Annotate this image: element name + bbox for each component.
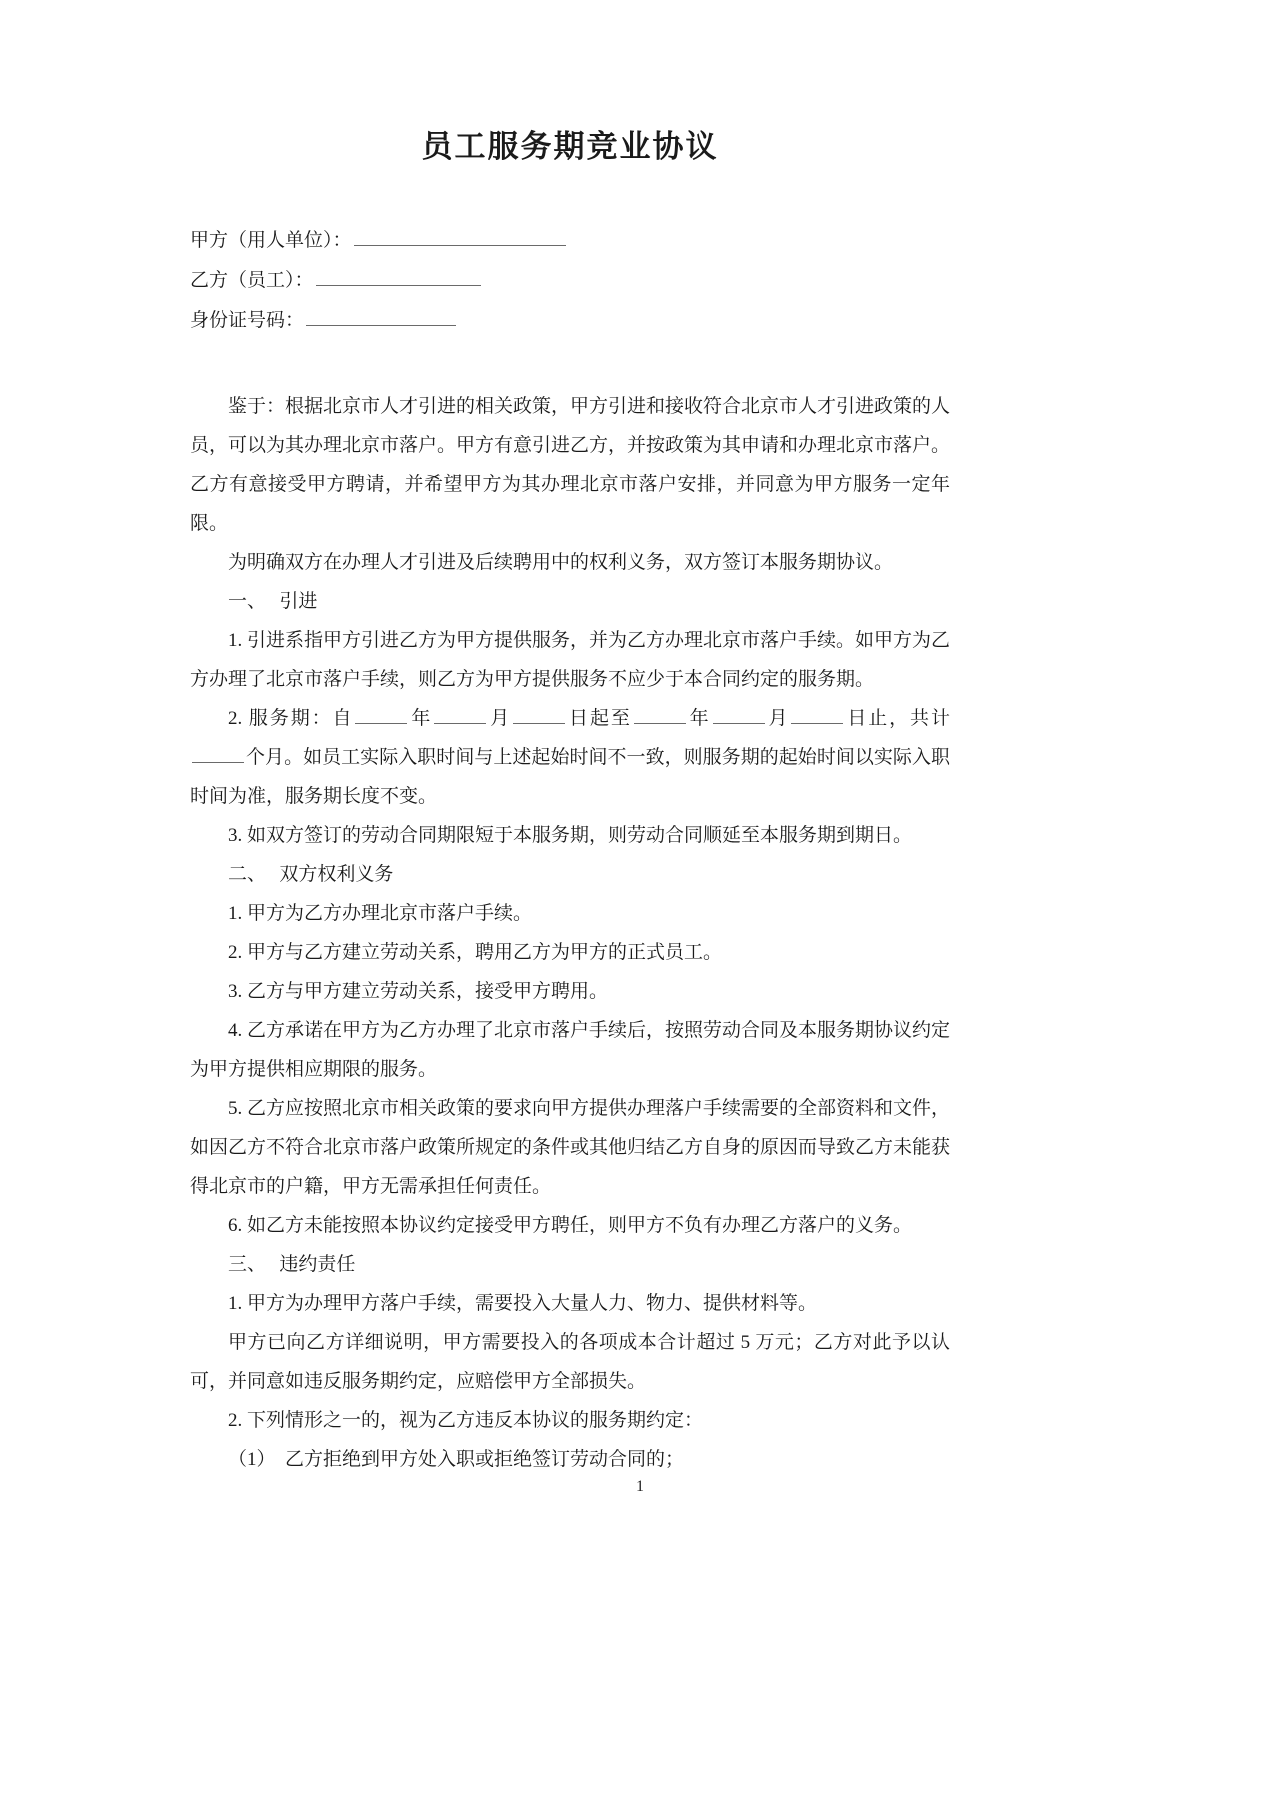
section-number-2: 二、 — [228, 864, 267, 886]
section-2-item-6 — [190, 1206, 950, 1245]
section-2-item-1-text: 甲方为乙方办理北京市落户手续。 — [247, 903, 533, 925]
section-heading-1 — [190, 582, 950, 621]
section-3-item-2-sub-1 — [190, 1440, 950, 1479]
page-title: 员工服务期竞业协议 — [421, 129, 719, 164]
section-2-item-3-marker: 3. — [228, 981, 243, 1003]
section-3-item-2-text: 下列情形之一的，视为乙方违反本协议的服务期约定： — [247, 1410, 704, 1432]
section-1-item-2-marker: 2. — [228, 708, 243, 730]
section-2-item-3 — [190, 972, 950, 1011]
section-3-item-2-sub-1-text: 乙方拒绝到甲方处入职或拒绝签订劳动合同的； — [285, 1449, 685, 1471]
section-3-item-1 — [190, 1284, 950, 1323]
service-period-suffix: 个月。如员工实际入职时间与上述起始时间不一致，则服务期的起始时间以实际入职时间为准，服务期长度不变。 — [190, 747, 950, 808]
section-1-item-2 — [190, 699, 950, 816]
end-month-unit: 月 — [766, 708, 790, 730]
section-1-item-1-marker: 1. — [228, 630, 243, 652]
section-number-3: 三、 — [228, 1254, 267, 1276]
section-heading-3 — [190, 1245, 950, 1284]
total-months-input[interactable] — [192, 742, 244, 763]
end-year-input[interactable] — [634, 703, 686, 724]
section-heading-2 — [190, 855, 950, 894]
section-title-3: 违约责任 — [279, 1254, 356, 1276]
section-2-item-5-text: 乙方应按照北京市相关政策的要求向甲方提供办理落户手续需要的全部资料和文件，如因乙方不符合北京市落户政策所规定的条件或其他归结乙方自身的原因而导致乙方未能获得北京市的户籍，甲方无需承担任何责任。 — [190, 1098, 951, 1198]
id-number-label: 身份证号码： — [190, 310, 305, 332]
party-a-input[interactable] — [354, 225, 566, 246]
section-1-item-1 — [190, 621, 950, 699]
start-month-input[interactable] — [434, 703, 486, 724]
page-content — [190, 0, 950, 1479]
section-3-item-2 — [190, 1401, 950, 1440]
section-2-item-2-text: 甲方与乙方建立劳动关系，聘用乙方为甲方的正式员工。 — [247, 942, 723, 964]
section-2-item-2-marker: 2. — [228, 942, 243, 964]
section-1-item-3-text: 如双方签订的劳动合同期限短于本服务期，则劳动合同顺延至本服务期到期日。 — [247, 825, 913, 847]
section-2-item-6-text: 如乙方未能按照本协议约定接受甲方聘任，则甲方不负有办理乙方落户的义务。 — [247, 1215, 913, 1237]
party-b-row — [190, 261, 950, 301]
party-a-row — [190, 221, 950, 261]
section-2-item-3-text: 乙方与甲方建立劳动关系，接受甲方聘用。 — [247, 981, 609, 1003]
section-3-item-1-marker: 1. — [228, 1293, 243, 1315]
section-3-item-1-text: 甲方为办理甲方落户手续，需要投入大量人力、物力、提供材料等。 — [247, 1293, 818, 1315]
recital-purpose: 为明确双方在办理人才引进及后续聘用中的权利义务，双方签订本服务期协议。 — [228, 552, 894, 574]
end-day-input[interactable] — [791, 703, 843, 724]
section-2-item-1 — [190, 894, 950, 933]
section-1-item-3-marker: 3. — [228, 825, 243, 847]
party-fields — [190, 221, 950, 341]
id-number-row — [190, 301, 950, 341]
section-2-item-4-text: 乙方承诺在甲方为乙方办理了北京市落户手续后，按照劳动合同及本服务期协议约定为甲方提供相应期限的服务。 — [190, 1020, 951, 1081]
service-period-prefix: 服务期：自 — [248, 708, 354, 730]
section-1-item-1-text: 引进系指甲方引进乙方为甲方提供服务，并为乙方办理北京市落户手续。如甲方为乙方办理了北京市落户手续，则乙方为甲方提供服务不应少于本合同约定的服务期。 — [190, 630, 951, 691]
section-1-item-3 — [190, 816, 950, 855]
start-year-unit: 年 — [409, 708, 433, 730]
section-3-item-2-marker: 2. — [228, 1410, 243, 1432]
section-3-item-2-sub-1-marker: （1） — [228, 1449, 276, 1471]
start-day-unit: 日起至 — [567, 708, 632, 730]
section-3-item-1-cont: 甲方已向乙方详细说明，甲方需要投入的各项成本合计超过 5 万元；乙方对此予以认可，并同意如违反服务期约定，应赔偿甲方全部损失。 — [190, 1332, 950, 1393]
party-b-label: 乙方（员工）： — [190, 270, 314, 292]
end-month-input[interactable] — [713, 703, 765, 724]
section-2-item-4 — [190, 1011, 950, 1089]
start-year-input[interactable] — [355, 703, 407, 724]
end-day-unit: 日止，共计 — [845, 708, 950, 730]
page-number: 1 — [636, 1478, 644, 1495]
section-2-item-4-marker: 4. — [228, 1020, 243, 1042]
section-2-item-2 — [190, 933, 950, 972]
id-number-input[interactable] — [306, 305, 456, 326]
section-2-item-6-marker: 6. — [228, 1215, 243, 1237]
party-a-label: 甲方（用人单位）： — [190, 230, 352, 252]
recital-whereas: 鉴于：根据北京市人才引进的相关政策，甲方引进和接收符合北京市人才引进政策的人员，可以为其办理北京市落户。甲方有意引进乙方，并按政策为其申请和办理北京市落户。乙方有意接受甲方聘请，并希望甲方为其办理北京市落户安排，并同意为甲方服务一定年限。 — [190, 396, 951, 535]
section-title-1: 引进 — [279, 591, 318, 613]
end-year-unit: 年 — [687, 708, 711, 730]
section-2-item-1-marker: 1. — [228, 903, 243, 925]
section-number-1: 一、 — [228, 591, 267, 613]
start-month-unit: 月 — [488, 708, 512, 730]
document-body — [190, 387, 950, 1479]
section-2-item-5 — [190, 1089, 950, 1206]
section-title-2: 双方权利义务 — [279, 864, 394, 886]
start-day-input[interactable] — [513, 703, 565, 724]
section-2-item-5-marker: 5. — [228, 1098, 243, 1120]
party-b-input[interactable] — [316, 265, 481, 286]
